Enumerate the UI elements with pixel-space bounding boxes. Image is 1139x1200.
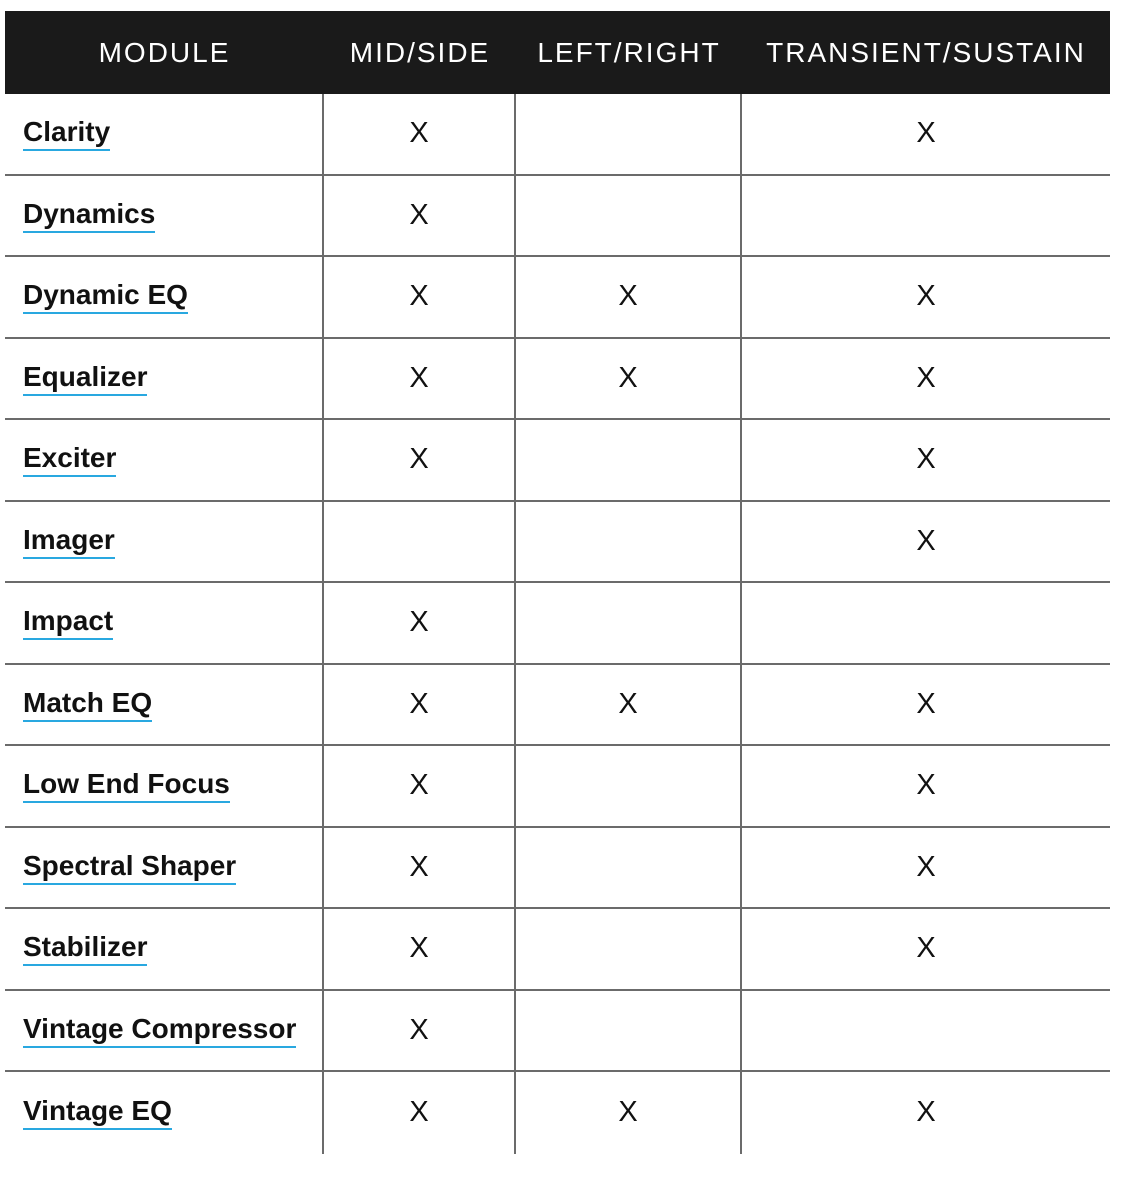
module-name-cell	[5, 665, 324, 745]
module-name-cell	[5, 339, 324, 419]
table-row	[5, 746, 1110, 828]
module-link[interactable]: Imager	[23, 524, 115, 559]
transient-sustain-cell: X	[916, 932, 936, 965]
table-row	[5, 502, 1110, 584]
left-right-cell	[516, 583, 742, 663]
table-row	[5, 665, 1110, 747]
table-row	[5, 1072, 1110, 1154]
transient-sustain-cell	[742, 991, 1110, 1071]
module-name-cell	[5, 828, 324, 908]
module-comparison-table	[5, 11, 1110, 1154]
module-link[interactable]: Low End Focus	[23, 768, 230, 803]
module-link[interactable]: Dynamic EQ	[23, 279, 188, 314]
left-right-cell	[516, 94, 742, 174]
left-right-cell: X	[516, 257, 742, 337]
header-module: MODULE	[98, 36, 231, 68]
table-row	[5, 176, 1110, 258]
transient-sustain-cell: X	[916, 769, 936, 802]
table-row	[5, 257, 1110, 339]
left-right-cell	[516, 828, 742, 908]
left-right-cell: X	[516, 339, 742, 419]
module-name-cell	[5, 94, 324, 174]
table-row	[5, 339, 1110, 421]
table-row	[5, 991, 1110, 1073]
left-right-cell	[516, 420, 742, 500]
module-name-cell	[5, 1072, 324, 1154]
module-name-cell	[5, 991, 324, 1071]
mid-side-cell: X	[324, 665, 516, 745]
table-row	[5, 909, 1110, 991]
transient-sustain-cell: X	[916, 117, 936, 150]
transient-sustain-cell: X	[916, 280, 936, 313]
left-right-cell	[516, 991, 742, 1071]
mid-side-cell: X	[324, 746, 516, 826]
module-link[interactable]: Vintage Compressor	[23, 1013, 296, 1048]
transient-sustain-cell: X	[916, 1096, 936, 1129]
transient-sustain-cell	[742, 176, 1110, 256]
module-name-cell	[5, 746, 324, 826]
transient-sustain-cell	[742, 583, 1110, 663]
mid-side-cell: X	[324, 257, 516, 337]
mid-side-cell	[324, 502, 516, 582]
left-right-cell	[516, 746, 742, 826]
mid-side-cell: X	[324, 1072, 516, 1154]
transient-sustain-cell: X	[916, 524, 936, 557]
module-name-cell	[5, 176, 324, 256]
transient-sustain-cell: X	[916, 850, 936, 883]
module-link[interactable]: Clarity	[23, 116, 110, 151]
module-link[interactable]: Dynamics	[23, 198, 155, 233]
mid-side-cell: X	[324, 583, 516, 663]
table-header	[5, 11, 1110, 94]
mid-side-cell: X	[324, 94, 516, 174]
left-right-cell	[516, 176, 742, 256]
module-name-cell	[5, 420, 324, 500]
module-link[interactable]: Impact	[23, 605, 113, 640]
left-right-cell: X	[516, 665, 742, 745]
left-right-cell: X	[516, 1072, 742, 1154]
mid-side-cell: X	[324, 176, 516, 256]
module-name-cell	[5, 257, 324, 337]
module-name-cell	[5, 583, 324, 663]
table-row	[5, 828, 1110, 910]
left-right-cell	[516, 502, 742, 582]
transient-sustain-cell: X	[916, 687, 936, 720]
module-link[interactable]: Equalizer	[23, 361, 147, 396]
left-right-cell	[516, 909, 742, 989]
mid-side-cell: X	[324, 420, 516, 500]
header-mid-side: MID/SIDE	[349, 36, 491, 68]
module-link[interactable]: Match EQ	[23, 687, 152, 722]
header-left-right: LEFT/RIGHT	[537, 36, 721, 68]
module-link[interactable]: Vintage EQ	[23, 1095, 172, 1130]
module-link[interactable]: Exciter	[23, 442, 116, 477]
mid-side-cell: X	[324, 828, 516, 908]
module-link[interactable]: Spectral Shaper	[23, 850, 236, 885]
module-name-cell	[5, 909, 324, 989]
transient-sustain-cell: X	[916, 361, 936, 394]
mid-side-cell: X	[324, 909, 516, 989]
transient-sustain-cell: X	[916, 443, 936, 476]
module-name-cell	[5, 502, 324, 582]
table-row	[5, 420, 1110, 502]
mid-side-cell: X	[324, 339, 516, 419]
header-transient-sustain: TRANSIENT/SUSTAIN	[766, 36, 1086, 68]
table-row	[5, 94, 1110, 176]
table-row	[5, 583, 1110, 665]
module-link[interactable]: Stabilizer	[23, 931, 147, 966]
mid-side-cell: X	[324, 991, 516, 1071]
